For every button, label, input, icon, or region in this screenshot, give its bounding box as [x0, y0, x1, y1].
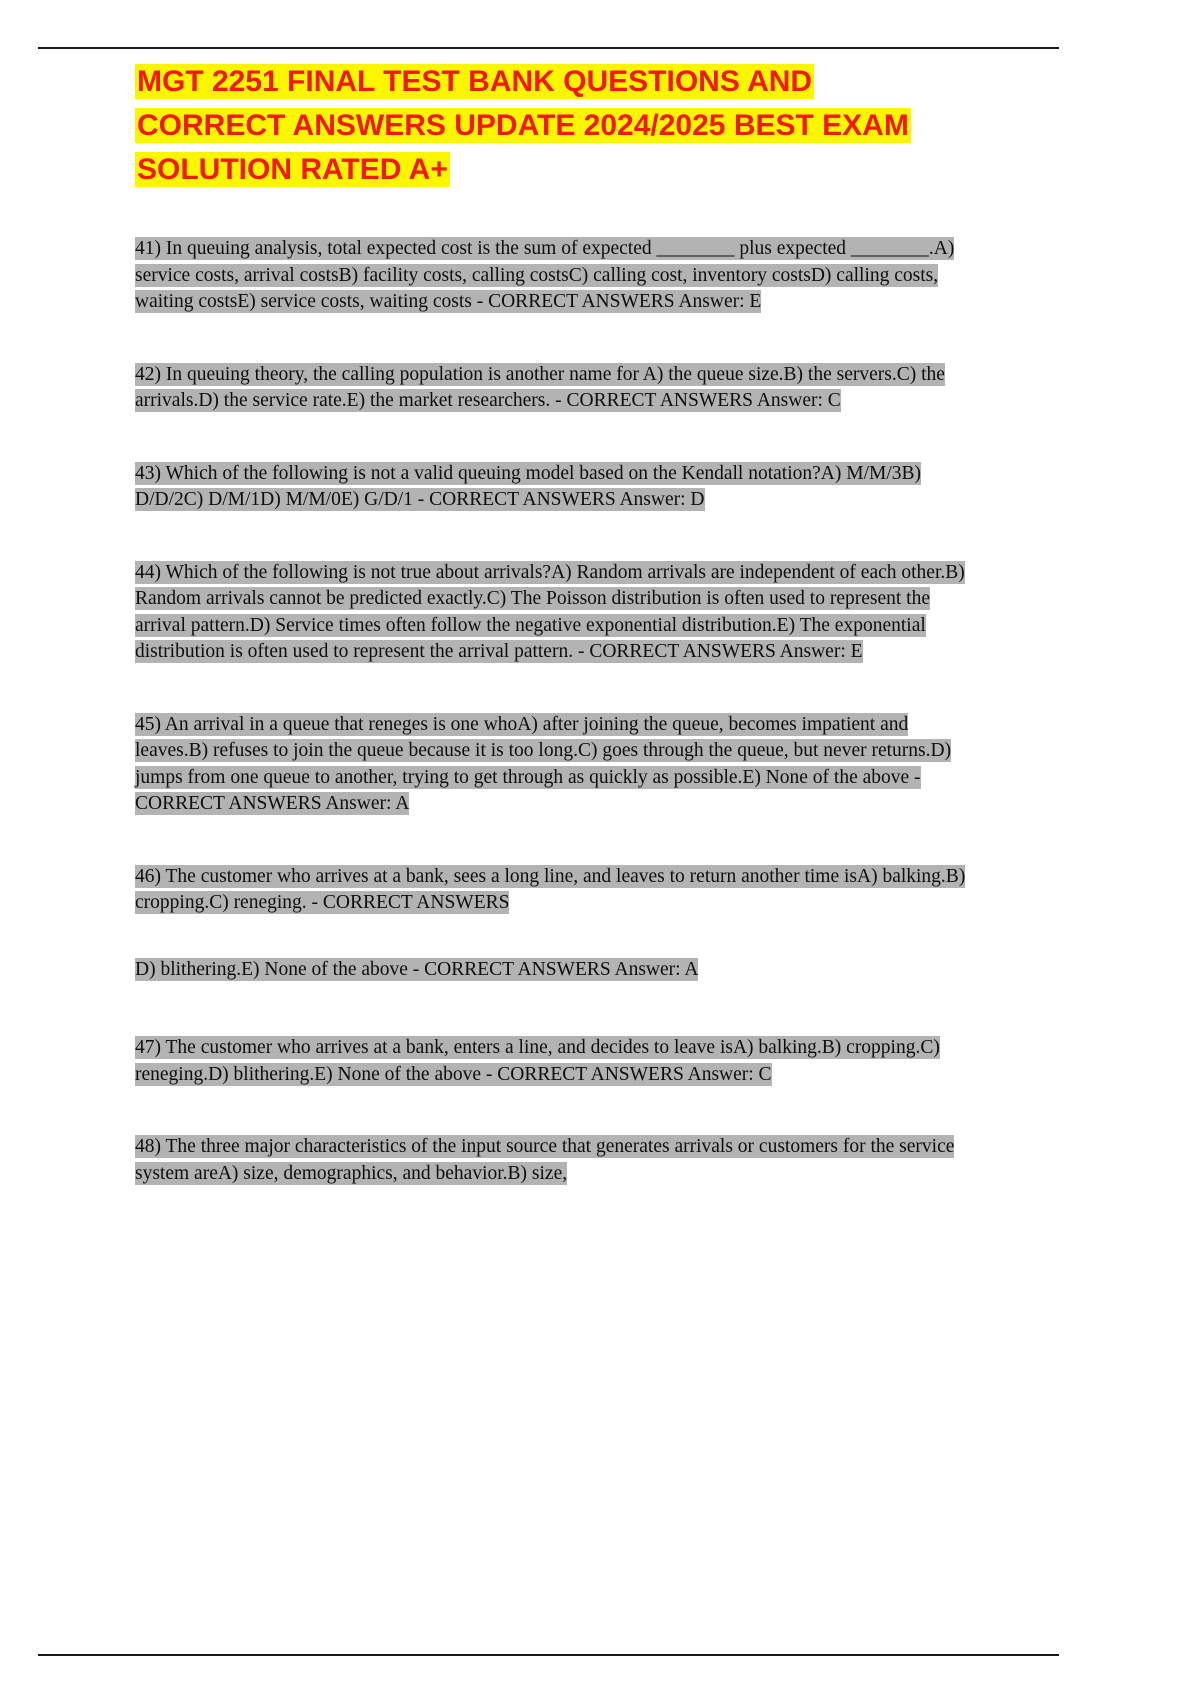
answer-block-46-continued-text: D) blithering.E) None of the above - CORRECT ANSWERS Answer: A: [135, 958, 699, 980]
page-title-line-3: SOLUTION RATED A+: [137, 153, 448, 186]
question-block-47: [135, 1035, 980, 1088]
question-block-44-text: 44) Which of the following is not true about arrivals?A) Random arrivals are independent of each other.B) Random arrivals cannot be predicted exactly.C) The Poisson distribution is often used to represent the arrival pattern.D) Service times often follow the negative exponential distribution.E) The exponential distribution is often used to represent the arrival pattern. - CORRECT ANSWERS Answer: E: [135, 561, 965, 662]
question-block-44: [135, 560, 980, 666]
question-block-41: [135, 236, 980, 316]
document-content: [135, 60, 1015, 1233]
question-block-43-text: 43) Which of the following is not a valid queuing model based on the Kendall notation?A) M/M/3B) D/D/2C) D/M/1D) M/M/0E) G/D/1 - CORRECT ANSWERS Answer: D: [135, 462, 921, 510]
question-block-41-text: 41) In queuing analysis, total expected cost is the sum of expected ________ plus expected ________.A) service costs, arrival costsB) facility costs, calling costsC) calling cost, inventory costsD) calling costs, waiting costsE) service costs, waiting costs - CORRECT ANSWERS Answer: E: [135, 238, 955, 312]
question-block-46-text: 46) The customer who arrives at a bank, sees a long line, and leaves to return another time isA) balking.B) cropping.C) reneging. - CORRECT ANSWERS: [135, 865, 966, 913]
question-block-46: [135, 864, 980, 917]
page-title-line-1: MGT 2251 FINAL TEST BANK QUESTIONS AND: [137, 65, 813, 98]
question-block-45-text: 45) An arrival in a queue that reneges is one whoA) after joining the queue, becomes impatient and leaves.B) refuses to join the queue because it is too long.C) goes through the queue, but never returns.D) jumps from one queue to another, trying to get through as quickly as possible.E) None of the above - CORRECT ANSWERS Answer: A: [135, 713, 952, 814]
question-block-48: [135, 1134, 980, 1187]
footer-divider: [38, 1654, 1059, 1656]
question-block-43: [135, 461, 980, 514]
question-block-48-text: 48) The three major characteristics of the input source that generates arrivals or customers for the service system areA) size, demographics, and behavior.B) size,: [135, 1136, 955, 1184]
answer-block-46-continued: [135, 957, 980, 984]
question-block-47-text: 47) The customer who arrives at a bank, enters a line, and decides to leave isA) balking.B) cropping.C) reneging.D) blithering.E) None of the above - CORRECT ANSWERS Answer: C: [135, 1037, 940, 1085]
page-title: [135, 60, 1015, 192]
header-divider: [38, 47, 1059, 49]
question-block-42-text: 42) In queuing theory, the calling population is another name for A) the queue size.B) the servers.C) the arrivals.D) the service rate.E) the market researchers. - CORRECT ANSWERS Answer: C: [135, 363, 945, 411]
page-title-line-2: CORRECT ANSWERS UPDATE 2024/2025 BEST EXAM: [137, 109, 909, 142]
question-block-45: [135, 712, 980, 818]
question-block-42: [135, 362, 980, 415]
